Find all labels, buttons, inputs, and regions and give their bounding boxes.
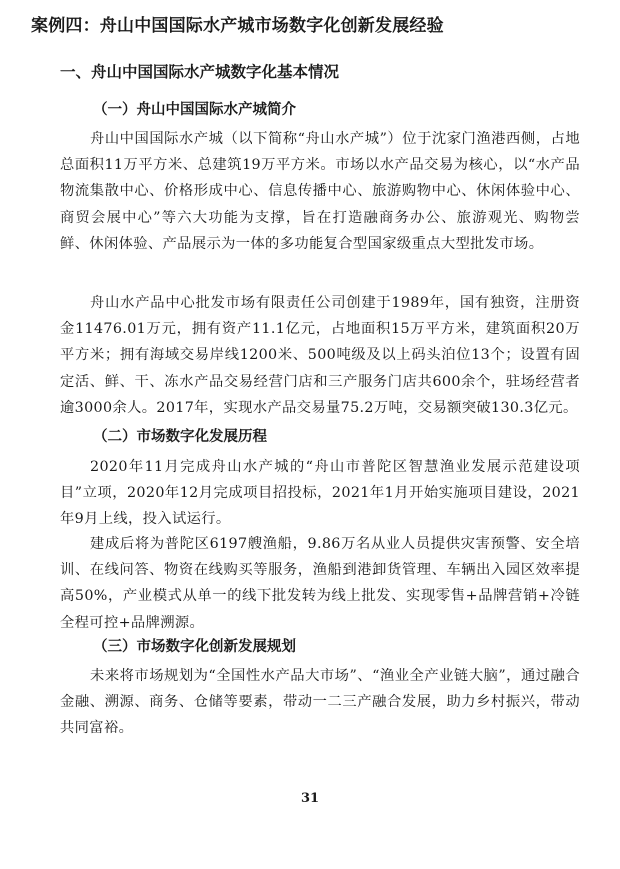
paragraph-intro-company: 舟山水产品中心批发市场有限责任公司创建于1989年，国有独资，注册资金11476.01万元，拥有资产11.1亿元，占地面积15万平方米，建筑面积20万平方米；拥有海域交易岸线1200米、500吨级及以上码头泊位13个；设置有固定活、鲜、干、冻水产品交易经营门店和三产服务门店共600余个，驻场经营者逾3000余人。2017年，实现水产品交易量75.2万吨，交易额突破130.3亿元。 [60, 295, 580, 416]
paragraph-history-outcomes: 建成后将为普陀区6197艘渔船，9.86万名从业人员提供灾害预警、安全培训、在线问答、物资在线购买等服务，渔船到港卸货管理、车辆出入园区效率提高50%，产业模式从单一的线下批发转为线上批发、实现零售+品牌营销+冷链全程可控+品牌溯源。 [60, 536, 580, 631]
case-title: 案例四：舟山中国国际水产城市场数字化创新发展经验 [31, 16, 444, 36]
paragraph-intro-overview: 舟山中国国际水产城（以下简称“舟山水产城”）位于沈家门渔港西侧，占地总面积11万平方米、总建筑19万平方米。市场以水产品交易为核心，以“水产品物流集散中心、价格形成中心、信息传播中心、旅游购物中心、休闲体验中心、商贸会展中心”等六大功能为支撑，旨在打造融商务办公、旅游观光、购物尝鲜、休闲体验、产品展示为一体的多功能复合型国家级重点大型批发市场。 [60, 131, 580, 252]
section-heading: 一、舟山中国国际水产城数字化基本情况 [60, 63, 340, 81]
paragraph-planning: 未来将市场规划为“全国性水产品大市场”、“渔业全产业链大脑”，通过融合金融、溯源、商务、仓储等要素，带动一二三产融合发展，助力乡村振兴，带动共同富裕。 [60, 668, 580, 737]
page-number: 31 [300, 791, 320, 806]
paragraph-history-timeline: 2020年11月完成舟山水产城的“舟山市普陀区智慧渔业发展示范建设项目”立项，2020年12月完成项目招投标，2021年1月开始实施项目建设，2021年9月上线，投入试运行。 [60, 459, 580, 528]
subsection-heading-intro: （一）舟山中国国际水产城简介 [93, 102, 296, 118]
subsection-heading-planning: （三）市场数字化创新发展规划 [93, 639, 296, 655]
subsection-heading-history: （二）市场数字化发展历程 [93, 429, 267, 445]
